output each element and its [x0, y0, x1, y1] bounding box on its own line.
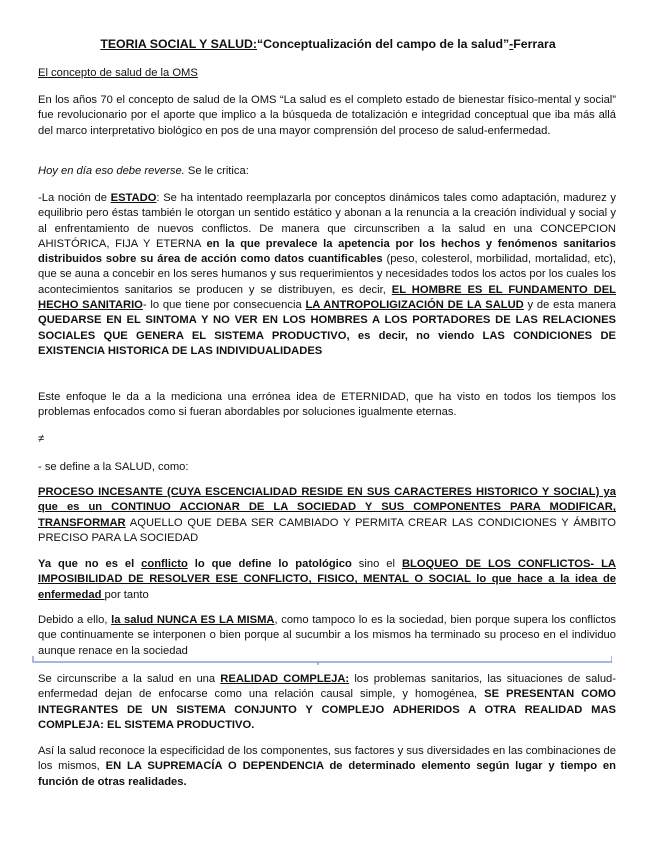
- especificidad-bold: EN LA SUPREMACÍA O DEPENDENCIA de determinado elemento según lugar y tiempo en función de otras realidades.: [38, 760, 616, 788]
- conflicto-keyword: conflicto: [141, 558, 188, 570]
- title-subtitle: “Conceptualización del campo de la salud”: [257, 37, 510, 51]
- estado-bold-underline-1: EL HOMBRE ES EL FUNDAMENTO DEL HECHO SANITARIO: [38, 283, 617, 312]
- realidad-text-1: Se circunscribe a la salud en una: [38, 673, 221, 685]
- estado-text-2: : Se ha intentado reemplazarla por conceptos dinámicos tales como adaptación, madurez y equilibrio pero éstas también le otorgan un sentido estático y abonan a la renuncia a la creación individual y social y al enfrentamiento de nuevos conflictos. De manera que circunscriben a la salud en una CONCEPCION AHISTÓRICA, FIJA Y ETERNA: [38, 192, 616, 250]
- paragraph-oms: En los años 70 el concepto de salud de la OMS “La salud es el completo estado de bienestar físico-mental y social” fue revolucionario por el aporte que implico a la búsqueda de totalización e integridad conceptual que iba más allá del marco interpretativo biológico en pos de una mayor comprensión del proceso de salud-enfermedad.: [38, 94, 616, 137]
- paragraph-conflicto: [38, 557, 616, 603]
- paragraph-eternidad: Este enfoque le da a la mediciona una errónea idea de ETERNIDAD, que ha visto en todos los tiempos los problemas enfocados como si fueran abordables por soluciones igualmente eternas.: [38, 391, 616, 419]
- estado-text-5: y de esta manera: [523, 299, 616, 312]
- title-main: TEORIA SOCIAL Y SALUD:: [100, 37, 258, 51]
- nunca-keyword: la salud NUNCA ES LA MISMA: [111, 614, 275, 626]
- paragraph-nunca-misma: [38, 613, 616, 659]
- realidad-keyword: REALIDAD COMPLEJA:: [220, 673, 350, 685]
- margin-bracket-line: [32, 655, 612, 665]
- proceso-text: AQUELLO QUE DEBA SER CAMBIADO Y PERMITA CREAR LAS CONDICIONES Y ÁMBITO PRECISO PARA LA SOCIEDAD: [38, 516, 616, 544]
- estado-text-3: (peso, colesterol, morbilidad, mortalidad, etc), que se auna a concebir en los seres humanos y sus requerimientos y necesidades todos los actos por los cuales los acontecimientos sanitarios se producen y se distribuyen, es decir,: [38, 253, 616, 296]
- critique-italic: Hoy en día eso debe reverse.: [38, 165, 185, 177]
- title-author: Ferrara: [513, 37, 556, 51]
- paragraph-critique-intro: [38, 164, 616, 179]
- estado-keyword: ESTADO: [110, 192, 157, 204]
- estado-text-4: - lo que tiene por consecuencia: [142, 299, 306, 312]
- especificidad-text: Así la salud reconoce la especificidad de los componentes, sus factores y sus diversidades en las combinaciones de los mismos,: [38, 745, 616, 773]
- nunca-text-2: , como tampoco lo es la sociedad, bien porque supera los conflictos que continuamente se interponen o bien porque al sucumbir a los mismos ha terminado su proceso en el individuo aunque renace en la sociedad: [38, 614, 617, 657]
- paragraph-proceso: [38, 485, 616, 546]
- conflicto-bold-underline: BLOQUEO DE LOS CONFLICTOS- LA IMPOSIBILIDAD DE RESOLVER ESE CONFLICTO, FISICO, MENTAL O SOCIAL lo que hace a la idea de enfermedad: [38, 558, 616, 601]
- realidad-bold: SE PRESENTAN COMO INTEGRANTES DE UN SISTEMA CONJUNTO Y COMPLEJO ADHERIDOS A OTRA REALIDAD MAS COMPLEJA: EL SISTEMA PRODUCTIVO.: [38, 688, 616, 731]
- nunca-text-1: Debido a ello,: [38, 614, 112, 626]
- estado-text-1: -La noción de: [38, 192, 111, 204]
- critique-normal: Se le critica:: [184, 165, 249, 177]
- conflicto-por-tanto: por tanto: [104, 588, 149, 601]
- paragraph-define-salud: - se define a la SALUD, como:: [38, 461, 189, 473]
- section-heading: El concepto de salud de la OMS: [38, 67, 198, 79]
- paragraph-realidad-compleja: [38, 672, 616, 733]
- paragraph-estado: [38, 191, 616, 359]
- conflicto-text: sino el: [351, 558, 402, 570]
- title-dash: -: [509, 37, 514, 51]
- realidad-text-2: los problemas sanitarios, las situaciones de salud-enfermedad dejan de enfocarse como una relación causal simple, y homogénea,: [38, 673, 617, 701]
- neq-symbol: ≠: [38, 433, 45, 445]
- estado-bold-2: QUEDARSE EN EL SINTOMA Y NO VER EN LOS HOMBRES A LOS PORTADORES DE LAS RELACIONES SOCIALES QUE GENERA EL SISTEMA PRODUCTIVO, es decir, no viendo LAS CONDICIONES DE EXISTENCIA HISTORICA DE LAS INDIVIDUALIDADES: [38, 314, 616, 357]
- document-title: [38, 37, 618, 51]
- estado-bold-1: en la que prevalece la apetencia por los hechos y fenómenos sanitarios distribuidos sobre su área de acción como datos cuantificables: [38, 237, 616, 266]
- proceso-bold-underline: PROCESO INCESANTE (CUYA ESCENCIALIDAD RESIDE EN SUS CARACTERES HISTORICO Y SOCIAL) ya que es un CONTINUO ACCIONAR DE LA SOCIEDAD Y SUS COMPONENTES PARA MODIFICAR, TRANSFORMAR: [38, 486, 616, 529]
- conflicto-bold-2: lo que define lo patológico: [187, 558, 352, 570]
- conflicto-bold-1: Ya que no es el: [38, 558, 142, 570]
- estado-bold-underline-2: LA ANTROPOLIGIZACIÓN DE LA SALUD: [305, 299, 524, 312]
- paragraph-especificidad: [38, 744, 616, 790]
